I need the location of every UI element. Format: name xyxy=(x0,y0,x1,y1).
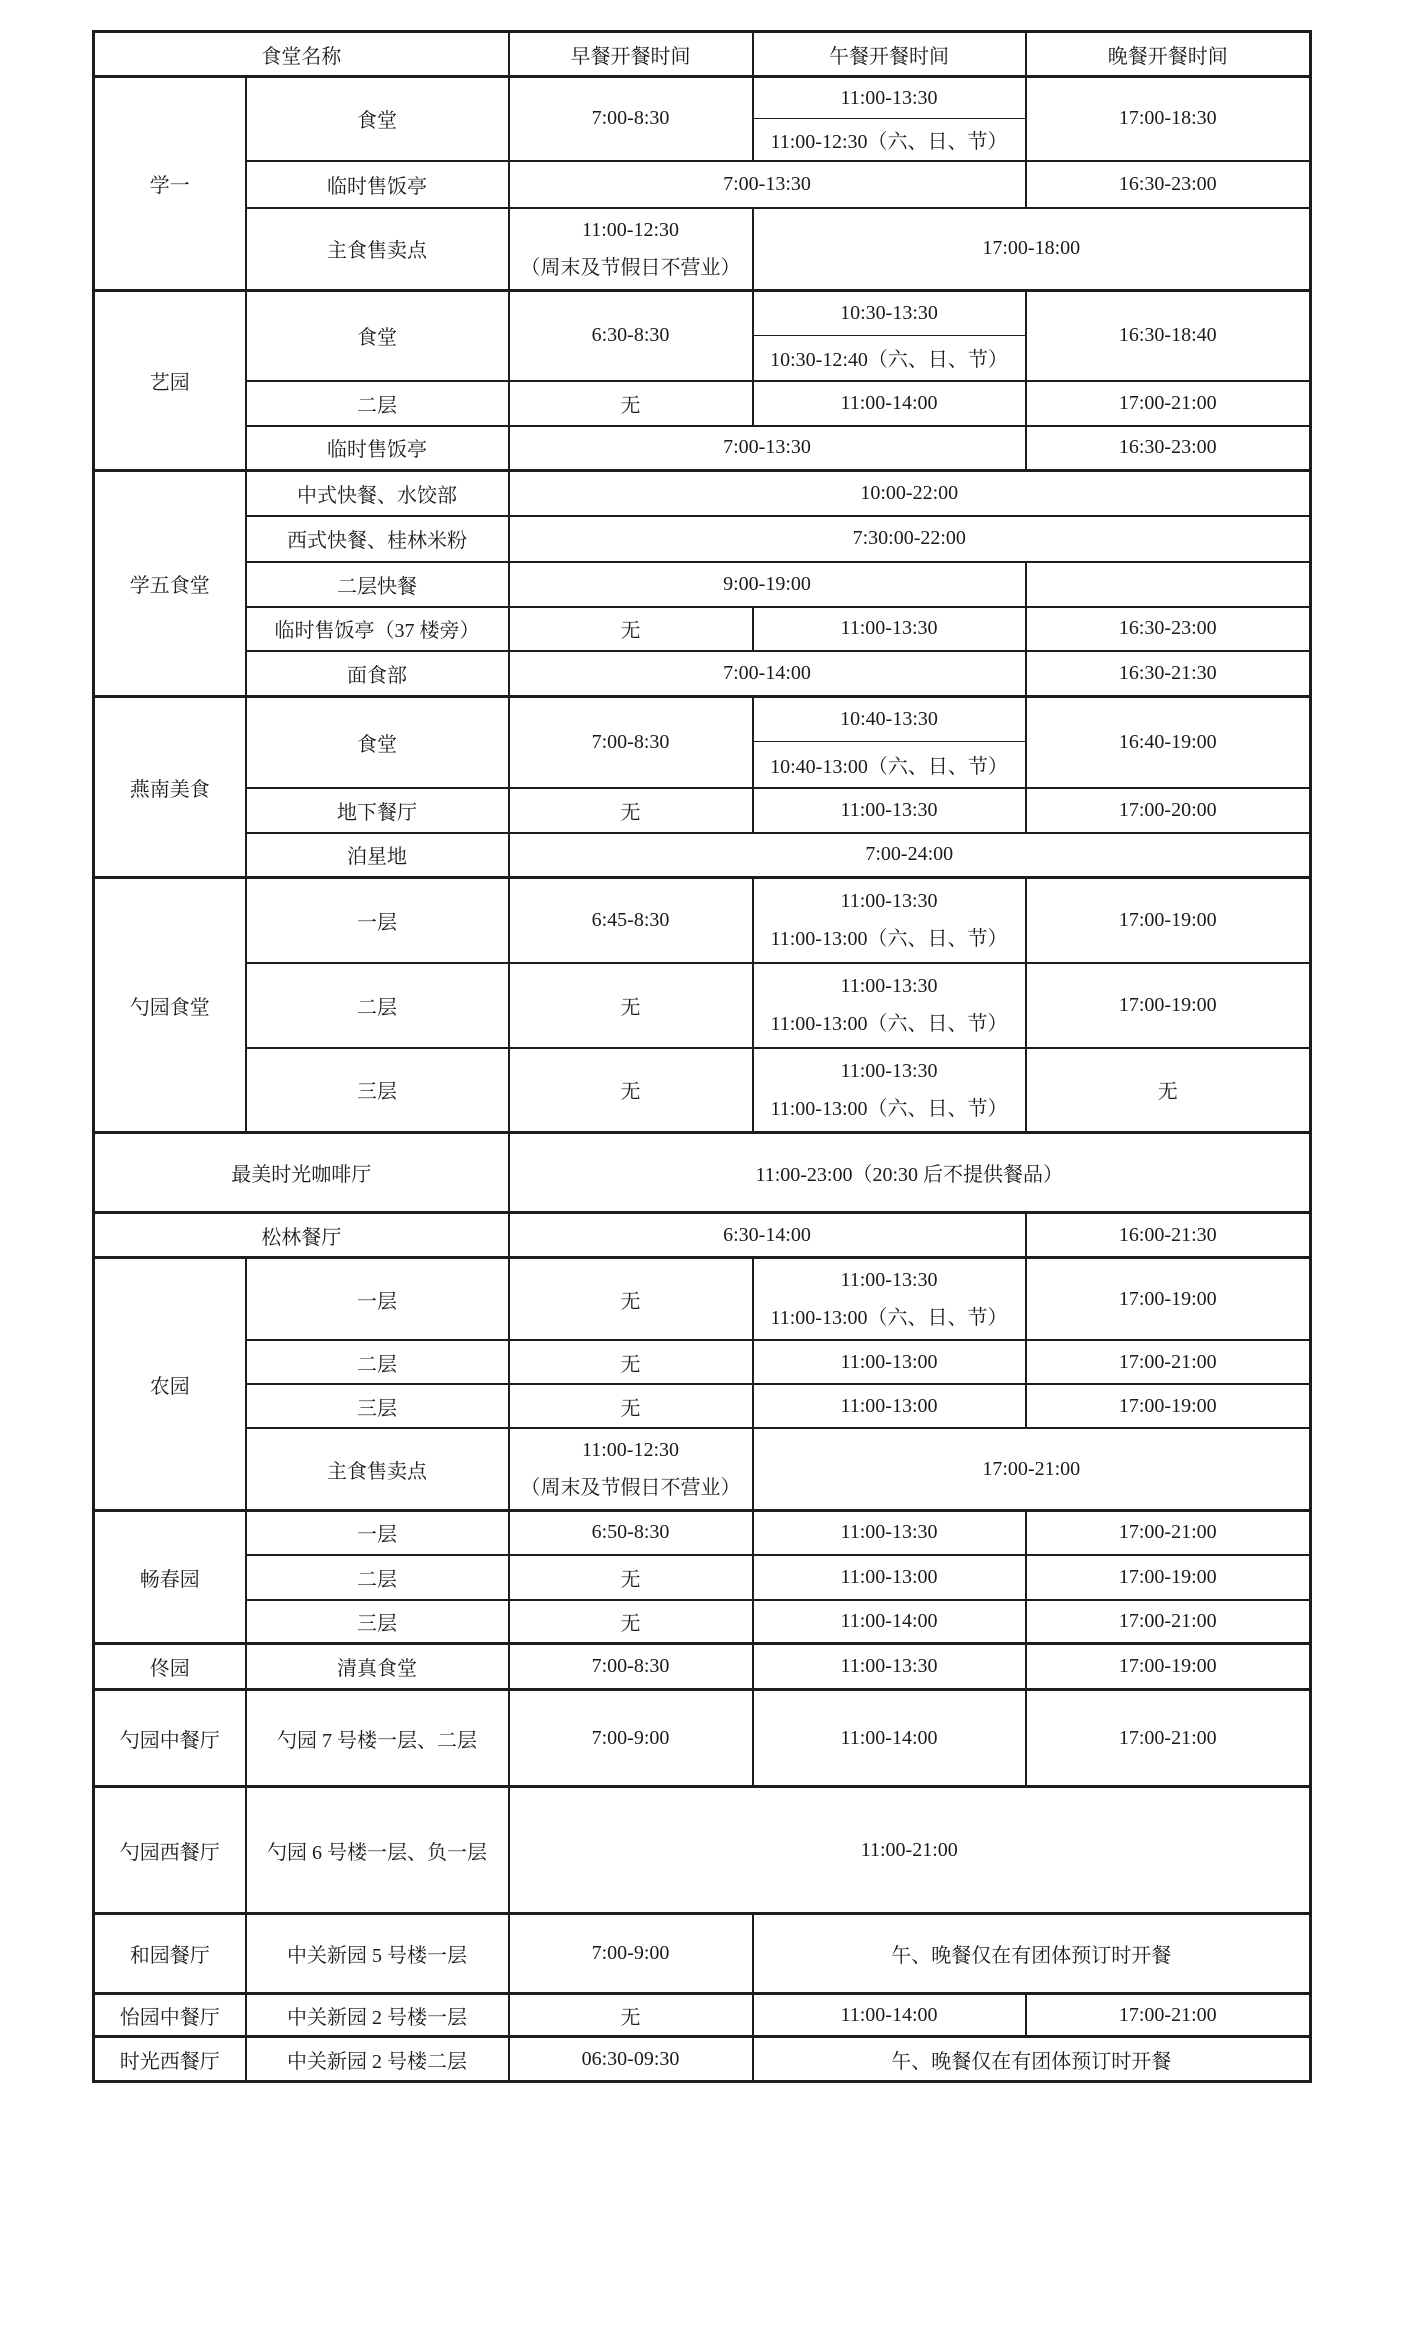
venue-cell: 勺园 6 号楼一层、负一层 xyxy=(246,1787,509,1914)
time-cell: 11:00-13:30 xyxy=(753,1644,1026,1690)
time-cell xyxy=(509,1428,753,1511)
table-header xyxy=(94,32,1311,77)
time-cell: 17:00-19:00 xyxy=(1026,1644,1311,1690)
header-row xyxy=(94,32,1311,77)
venue-cell: 临时售饭亭（37 楼旁） xyxy=(246,607,509,651)
table-row xyxy=(94,963,1311,1048)
venue-cell: 泊星地 xyxy=(246,833,509,878)
table-row xyxy=(94,788,1311,833)
time-cell: 无 xyxy=(509,1384,753,1428)
time-cell: 7:00-8:30 xyxy=(509,697,753,788)
table-row xyxy=(94,2037,1311,2082)
venue-cell: 勺园 7 号楼一层、二层 xyxy=(246,1690,509,1787)
time-cell: 10:30-12:40（六、日、节） xyxy=(753,336,1026,381)
group-cell: 和园餐厅 xyxy=(94,1914,246,1994)
group-cell: 艺园 xyxy=(94,291,246,471)
time-cell: 无 xyxy=(1026,1048,1311,1133)
time-cell: 无 xyxy=(509,607,753,651)
table-row xyxy=(94,562,1311,607)
table-row xyxy=(94,1384,1311,1428)
time-cell: 17:00-20:00 xyxy=(1026,788,1311,833)
group-cell: 松林餐厅 xyxy=(94,1213,509,1258)
table-row xyxy=(94,1258,1311,1341)
table-row xyxy=(94,77,1311,119)
time-line: 11:00-13:30 xyxy=(840,1059,938,1082)
time-cell: 6:30-8:30 xyxy=(509,291,753,381)
time-cell: 7:00-8:30 xyxy=(509,77,753,161)
time-cell: 17:00-21:00 xyxy=(1026,1690,1311,1787)
time-cell: 7:00-9:00 xyxy=(509,1914,753,1994)
venue-cell: 三层 xyxy=(246,1048,509,1133)
time-cell: 11:00-14:00 xyxy=(753,1600,1026,1644)
time-cell: 6:50-8:30 xyxy=(509,1511,753,1555)
time-cell: 17:00-21:00 xyxy=(753,1428,1311,1511)
time-line: 11:00-13:00（六、日、节） xyxy=(770,1307,1008,1329)
time-cell: 16:30-23:00 xyxy=(1026,607,1311,651)
time-cell: 10:00-22:00 xyxy=(509,471,1311,516)
time-cell: 16:30-21:30 xyxy=(1026,651,1311,697)
group-cell: 学五食堂 xyxy=(94,471,246,697)
time-cell: 11:00-21:00 xyxy=(509,1787,1311,1914)
time-cell: 17:00-21:00 xyxy=(1026,1600,1311,1644)
venue-cell: 地下餐厅 xyxy=(246,788,509,833)
time-cell: 11:00-14:00 xyxy=(753,1994,1026,2037)
time-cell: 11:00-13:30 xyxy=(753,1511,1026,1555)
time-line: （周末及节假日不营业） xyxy=(520,256,741,279)
header-cell: 食堂名称 xyxy=(94,32,509,77)
table-row xyxy=(94,1428,1311,1511)
table-row xyxy=(94,1048,1311,1133)
table-row xyxy=(94,1340,1311,1384)
time-cell: 7:00-14:00 xyxy=(509,651,1026,697)
time-cell: 11:00-13:30 xyxy=(753,77,1026,119)
time-line: 11:00-13:30 xyxy=(840,1269,938,1291)
time-line: 11:00-12:30 xyxy=(581,218,680,241)
table-row xyxy=(94,1555,1311,1600)
table-row xyxy=(94,1787,1311,1914)
venue-cell: 中关新园 2 号楼二层 xyxy=(246,2037,509,2082)
group-cell: 农园 xyxy=(94,1258,246,1511)
group-cell: 佟园 xyxy=(94,1644,246,1690)
table-row xyxy=(94,381,1311,426)
time-cell xyxy=(753,1048,1026,1133)
venue-cell: 临时售饭亭 xyxy=(246,426,509,471)
time-cell: 16:30-18:40 xyxy=(1026,291,1311,381)
time-cell: 16:30-23:00 xyxy=(1026,161,1311,208)
table-row xyxy=(94,426,1311,471)
time-cell: 06:30-09:30 xyxy=(509,2037,753,2082)
venue-cell: 二层 xyxy=(246,1340,509,1384)
time-cell: 10:30-13:30 xyxy=(753,291,1026,336)
time-cell: 无 xyxy=(509,381,753,426)
venue-cell: 清真食堂 xyxy=(246,1644,509,1690)
table-body xyxy=(94,77,1311,2082)
time-line: 11:00-13:00（六、日、节） xyxy=(770,1097,1008,1120)
table-row xyxy=(94,471,1311,516)
time-line: 11:00-13:30 xyxy=(840,890,938,913)
header-cell: 午餐开餐时间 xyxy=(753,32,1026,77)
venue-cell: 一层 xyxy=(246,1258,509,1341)
time-line: 11:00-12:30 xyxy=(581,1439,680,1461)
time-cell: 16:00-21:30 xyxy=(1026,1213,1311,1258)
time-cell: 7:00-13:30 xyxy=(509,161,1026,208)
time-line: 11:00-13:00（六、日、节） xyxy=(770,1013,1008,1035)
venue-cell: 二层 xyxy=(246,963,509,1048)
table-row xyxy=(94,1690,1311,1787)
table-row xyxy=(94,291,1311,336)
venue-cell: 一层 xyxy=(246,878,509,963)
time-cell: 10:40-13:00（六、日、节） xyxy=(753,742,1026,788)
group-cell: 勺园西餐厅 xyxy=(94,1787,246,1914)
time-cell: 17:00-18:30 xyxy=(1026,77,1311,161)
venue-cell: 西式快餐、桂林米粉 xyxy=(246,516,509,562)
time-cell: 17:00-21:00 xyxy=(1026,1994,1311,2037)
time-cell: 11:00-23:00（20:30 后不提供餐品） xyxy=(509,1133,1311,1213)
time-cell: 11:00-12:30（六、日、节） xyxy=(753,119,1026,161)
group-cell: 时光西餐厅 xyxy=(94,2037,246,2082)
group-cell: 最美时光咖啡厅 xyxy=(94,1133,509,1213)
venue-cell: 临时售饭亭 xyxy=(246,161,509,208)
time-cell: 9:00-19:00 xyxy=(509,562,1026,607)
group-cell: 畅春园 xyxy=(94,1511,246,1644)
table-row xyxy=(94,1511,1311,1555)
time-line: 11:00-13:30 xyxy=(840,975,938,997)
time-cell: 17:00-19:00 xyxy=(1026,878,1311,963)
header-cell: 晚餐开餐时间 xyxy=(1026,32,1311,77)
time-cell: 7:00-24:00 xyxy=(509,833,1311,878)
time-cell: 11:00-13:00 xyxy=(753,1384,1026,1428)
table-row xyxy=(94,1213,1311,1258)
venue-cell: 二层 xyxy=(246,1555,509,1600)
time-cell: 7:00-9:00 xyxy=(509,1690,753,1787)
table-row xyxy=(94,1600,1311,1644)
time-cell xyxy=(753,1258,1026,1341)
table-row xyxy=(94,878,1311,963)
venue-cell: 一层 xyxy=(246,1511,509,1555)
time-cell: 17:00-19:00 xyxy=(1026,1555,1311,1600)
table-row xyxy=(94,161,1311,208)
time-cell: 11:00-13:00 xyxy=(753,1340,1026,1384)
time-cell: 无 xyxy=(509,1555,753,1600)
time-line: （周末及节假日不营业） xyxy=(520,1477,741,1499)
time-cell: 11:00-13:30 xyxy=(753,607,1026,651)
time-cell: 无 xyxy=(509,963,753,1048)
time-cell: 17:00-18:00 xyxy=(753,208,1311,291)
group-cell: 怡园中餐厅 xyxy=(94,1994,246,2037)
venue-cell: 食堂 xyxy=(246,291,509,381)
venue-cell: 中关新园 2 号楼一层 xyxy=(246,1994,509,2037)
time-cell: 7:30:00-22:00 xyxy=(509,516,1311,562)
venue-cell: 中关新园 5 号楼一层 xyxy=(246,1914,509,1994)
table-row xyxy=(94,1914,1311,1994)
time-cell: 10:40-13:30 xyxy=(753,697,1026,742)
time-cell: 6:45-8:30 xyxy=(509,878,753,963)
time-cell: 16:40-19:00 xyxy=(1026,697,1311,788)
table-row xyxy=(94,697,1311,742)
canteen-hours-table xyxy=(92,30,1312,2083)
group-cell: 燕南美食 xyxy=(94,697,246,878)
time-cell: 17:00-21:00 xyxy=(1026,1340,1311,1384)
group-cell: 勺园中餐厅 xyxy=(94,1690,246,1787)
time-cell: 17:00-21:00 xyxy=(1026,381,1311,426)
note-cell: 午、晚餐仅在有团体预订时开餐 xyxy=(753,2037,1311,2082)
table-row xyxy=(94,833,1311,878)
table-row xyxy=(94,607,1311,651)
time-cell: 17:00-19:00 xyxy=(1026,1384,1311,1428)
time-cell xyxy=(753,878,1026,963)
group-cell: 勺园食堂 xyxy=(94,878,246,1133)
time-cell: 11:00-14:00 xyxy=(753,381,1026,426)
time-cell xyxy=(753,963,1026,1048)
time-cell: 7:00-13:30 xyxy=(509,426,1026,471)
time-cell: 无 xyxy=(509,1600,753,1644)
time-cell: 无 xyxy=(509,788,753,833)
venue-cell: 中式快餐、水饺部 xyxy=(246,471,509,516)
table-row xyxy=(94,516,1311,562)
time-line: 11:00-13:00（六、日、节） xyxy=(770,928,1008,951)
time-cell xyxy=(1026,562,1311,607)
time-cell: 17:00-19:00 xyxy=(1026,1258,1311,1341)
venue-cell: 食堂 xyxy=(246,77,509,161)
venue-cell: 二层 xyxy=(246,381,509,426)
venue-cell: 主食售卖点 xyxy=(246,208,509,291)
venue-cell: 三层 xyxy=(246,1600,509,1644)
time-cell: 11:00-13:00 xyxy=(753,1555,1026,1600)
time-cell xyxy=(509,208,753,291)
venue-cell: 三层 xyxy=(246,1384,509,1428)
time-cell: 无 xyxy=(509,1258,753,1341)
time-cell: 17:00-21:00 xyxy=(1026,1511,1311,1555)
table-row xyxy=(94,651,1311,697)
venue-cell: 主食售卖点 xyxy=(246,1428,509,1511)
table-row xyxy=(94,1644,1311,1690)
time-cell: 无 xyxy=(509,1340,753,1384)
table-row xyxy=(94,208,1311,291)
header-cell: 早餐开餐时间 xyxy=(509,32,753,77)
venue-cell: 二层快餐 xyxy=(246,562,509,607)
time-cell: 16:30-23:00 xyxy=(1026,426,1311,471)
time-cell: 11:00-13:30 xyxy=(753,788,1026,833)
table-row xyxy=(94,1994,1311,2037)
time-cell: 无 xyxy=(509,1048,753,1133)
time-cell: 无 xyxy=(509,1994,753,2037)
time-cell: 11:00-14:00 xyxy=(753,1690,1026,1787)
time-cell: 17:00-19:00 xyxy=(1026,963,1311,1048)
time-cell: 6:30-14:00 xyxy=(509,1213,1026,1258)
venue-cell: 面食部 xyxy=(246,651,509,697)
venue-cell: 食堂 xyxy=(246,697,509,788)
group-cell: 学一 xyxy=(94,77,246,291)
time-cell: 7:00-8:30 xyxy=(509,1644,753,1690)
table-row xyxy=(94,1133,1311,1213)
note-cell: 午、晚餐仅在有团体预订时开餐 xyxy=(753,1914,1311,1994)
